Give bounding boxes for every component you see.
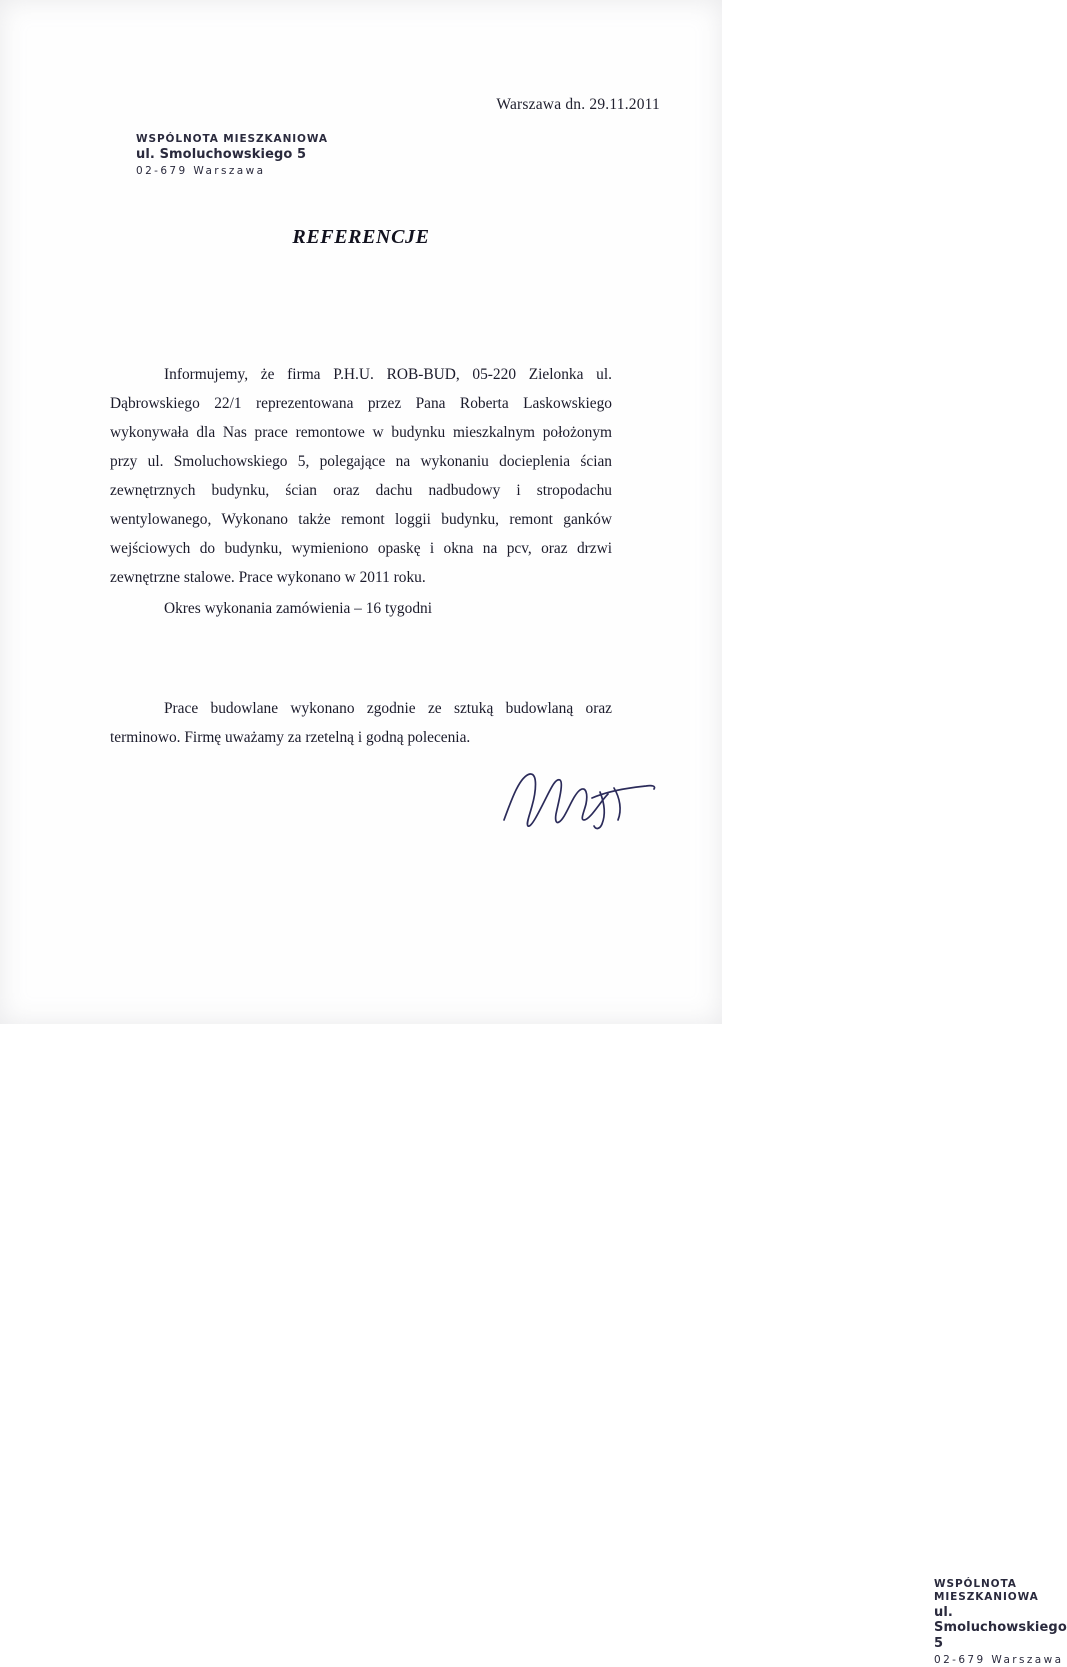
letterhead-line-3: 02-679 Warszawa — [136, 164, 266, 177]
letterhead-stamp — [136, 133, 328, 177]
handwritten-signature-icon — [496, 762, 666, 832]
paragraph-intro-text: Informujemy, że firma P.H.U. ROB-BUD, 05-220 Zielonka ul. Dąbrowskiego 22/1 reprezentowana przez Pana Roberta Laskowskiego wykonywała dla Nas prace remontowe w budynku mieszkalnym położonym przy ul. Smoluchowskiego 5, polegające na wykonaniu docieplenia ścian zewnętrznych budynku, ścian oraz dachu nadbudowy i stropodachu wentylowanego, Wykonano także remont loggii budynku, remont ganków wejściowych do budynku, wymieniono opaskę i okna na pcv, oraz drzwi zewnętrzne stalowe. Prace wykonano w 2011 roku. — [110, 366, 612, 586]
paragraph-intro — [110, 360, 612, 592]
paragraph-recommendation-text: Prace budowlane wykonano zgodnie ze sztuką budowlaną oraz terminowo. Firmę uważamy za rzetelną i godną polecenia. — [110, 700, 612, 746]
date-line: Warszawa dn. 29.11.2011 — [496, 96, 660, 113]
signature-area — [466, 770, 1067, 1667]
paragraph-recommendation — [110, 694, 612, 752]
signature-stamp-line-1: WSPÓLNOTA MIESZKANIOWA — [934, 1578, 1039, 1603]
paragraph-duration — [110, 594, 612, 623]
signature-stamp-line-2: ul. Smoluchowskiego 5 — [934, 1604, 1067, 1652]
signature-stamp — [934, 1578, 1067, 1667]
letterhead-line-1: WSPÓLNOTA MIESZKANIOWA — [136, 133, 328, 145]
signature-stamp-line-3: 02-679 Warszawa — [934, 1654, 1064, 1667]
letterhead-line-2: ul. Smoluchowskiego 5 — [136, 146, 307, 162]
paragraph-duration-text: Okres wykonania zamówienia – 16 tygodni — [164, 600, 432, 617]
document-title: REFERENCJE — [292, 226, 430, 248]
